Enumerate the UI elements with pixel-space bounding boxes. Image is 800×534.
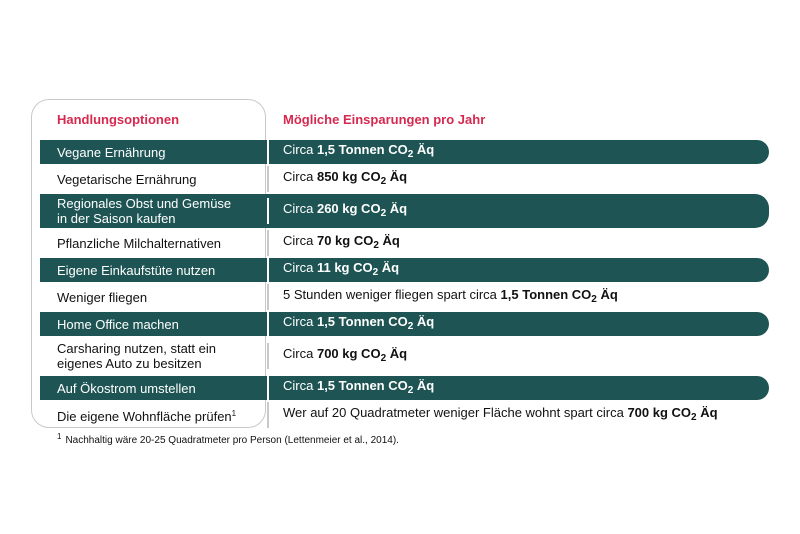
table-row (40, 194, 769, 228)
savings-value: Wer auf 20 Quadratmeter weniger Fläche wohnt spart circa 700 kg $CO_2$ Äq (267, 405, 769, 425)
option-label: Weniger fliegen (57, 289, 148, 305)
option-label: Auf Ökostrom umstellen (57, 380, 196, 396)
option-label: Pflanzliche Milchalternativen (57, 235, 222, 251)
footnote-mark: 1 (231, 409, 237, 418)
option-label: Home Office machen (57, 316, 179, 332)
savings-value: Circa 11 kg $CO_2$ Äq (267, 260, 769, 280)
table-row (40, 403, 769, 427)
savings-table (40, 140, 769, 427)
savings-value: Circa 260 kg $CO_2$ Äq (267, 201, 769, 221)
savings-value: 5 Stunden weniger fliegen spart circa 1,5 Tonnen $CO_2$ Äq (267, 287, 769, 307)
table-row (40, 339, 769, 373)
savings-value: Circa 70 kg $CO_2$ Äq (267, 233, 769, 253)
table-row (40, 231, 769, 255)
table-row (40, 376, 769, 400)
option-label: Eigene Einkaufstüte nutzen (57, 262, 216, 278)
savings-value: Circa 700 kg $CO_2$ Äq (267, 346, 769, 366)
option-label: Regionales Obst und Gemüse in der Saison kaufen (57, 196, 232, 226)
savings-value: Circa 1,5 Tonnen $CO_2$ Äq (267, 314, 769, 334)
savings-value: Circa 850 kg $CO_2$ Äq (267, 169, 769, 189)
footnote (57, 432, 399, 446)
option-label: Die eigene Wohnfläche prüfen$^1$ (57, 409, 237, 424)
option-label: Carsharing nutzen, statt ein eigenes Auto zu besitzen (57, 341, 216, 371)
footnote-text: Nachhaltig wäre 20-25 Quadratmeter pro Person (Lettenmeier et al., 2014). (65, 435, 399, 446)
savings-value: Circa 1,5 Tonnen $CO_2$ Äq (267, 378, 769, 398)
table-row (40, 167, 769, 191)
header-savings: Mögliche Einsparungen pro Jahr (283, 112, 486, 127)
option-label: Vegane Ernährung (57, 144, 166, 160)
table-row (40, 258, 769, 282)
savings-value: Circa 1,5 Tonnen $CO_2$ Äq (267, 142, 769, 162)
table-row (40, 285, 769, 309)
footnote-number: 1 (57, 432, 62, 441)
header-options: Handlungsoptionen (57, 112, 180, 127)
table-row (40, 140, 769, 164)
table-row (40, 312, 769, 336)
option-label: Vegetarische Ernährung (57, 171, 197, 187)
